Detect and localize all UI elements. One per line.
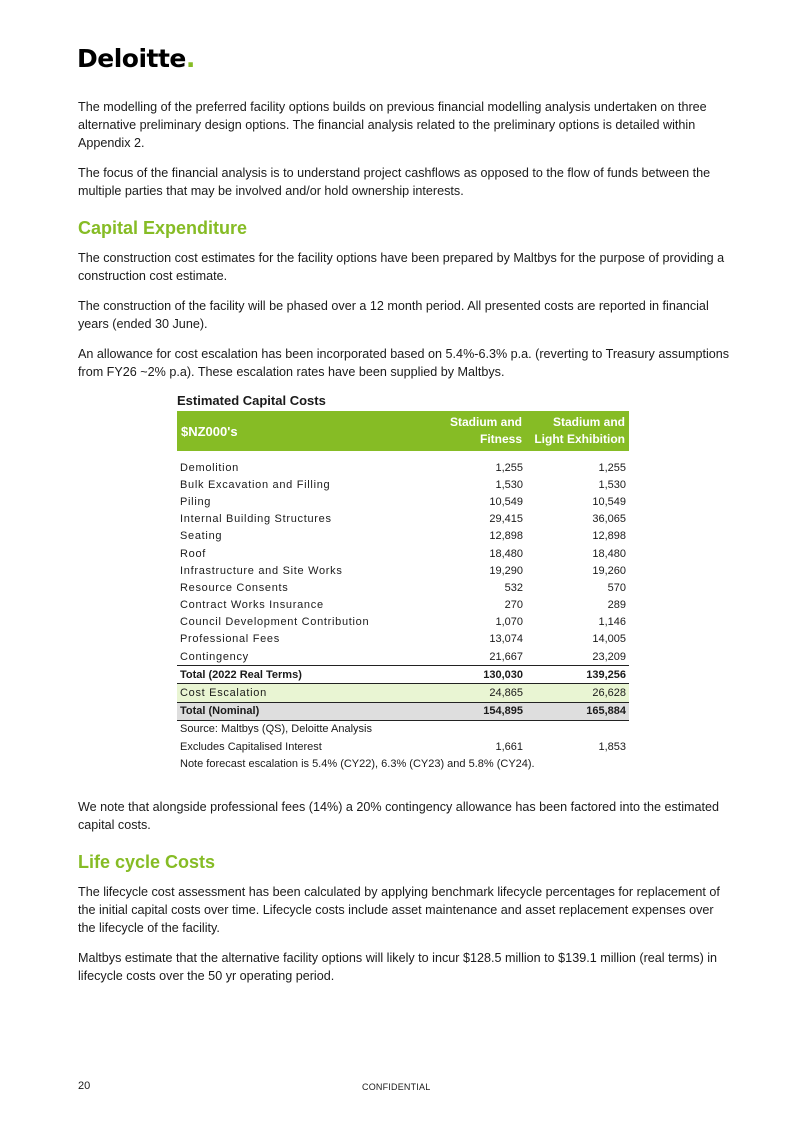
- page-content: [78, 98, 730, 997]
- table-row: [177, 648, 629, 666]
- table-row: [177, 528, 629, 545]
- confidential-label: CONFIDENTIAL: [362, 1082, 431, 1092]
- row-value-1: 532: [504, 581, 523, 594]
- row-label: Total (Nominal): [177, 702, 423, 720]
- table-row: [177, 579, 629, 596]
- row-value-2: 10,549: [592, 495, 626, 508]
- table-row: [177, 493, 629, 510]
- row-label: Bulk Excavation and Filling: [180, 478, 331, 491]
- row-value-1: 21,667: [489, 650, 523, 663]
- row-label: Piling: [180, 495, 212, 508]
- table-note: Note forecast escalation is 5.4% (CY22), 6.3% (CY23) and 5.8% (CY24).: [180, 757, 535, 770]
- logo-dot: .: [185, 44, 195, 73]
- capitalised-interest-row: [177, 738, 629, 755]
- row-value-2: 18,480: [592, 547, 626, 560]
- row-value-1: 18,480: [489, 547, 523, 560]
- row-value-1: 1,255: [495, 461, 523, 474]
- row-value-2: 14,005: [592, 633, 626, 646]
- table-row: [177, 459, 629, 476]
- row-value-1: 13,074: [489, 633, 523, 646]
- row-value-2: 1,255: [598, 461, 626, 474]
- table-row: [177, 597, 629, 614]
- row-value-1: 19,290: [489, 564, 523, 577]
- table-row: [177, 614, 629, 631]
- row-value-1: 1,661: [495, 740, 523, 753]
- row-label: Excludes Capitalised Interest: [180, 740, 322, 753]
- lifecycle-paragraph-1: The lifecycle cost assessment has been calculated by applying benchmark lifecycle percentages for replacement of the initial capital costs over time. Lifecycle costs include asset maintenance and asset replacement expenses over the lifecycle of the facility.: [78, 885, 720, 936]
- row-value-1: 29,415: [489, 513, 523, 526]
- row-value-2: 1,530: [598, 478, 626, 491]
- row-label: Resource Consents: [180, 581, 289, 594]
- row-label: Council Development Contribution: [180, 616, 370, 629]
- row-value-2: 23,209: [592, 650, 626, 663]
- table-row: [177, 476, 629, 493]
- capital-costs-table-block: [177, 393, 629, 772]
- row-value-1: 1,530: [495, 478, 523, 491]
- row-value-2: 19,260: [592, 564, 626, 577]
- row-label: Internal Building Structures: [180, 513, 332, 526]
- capex-paragraph-1: The construction cost estimates for the facility options have been prepared by Maltbys for the purpose of providing a construction cost estimate.: [78, 251, 725, 283]
- row-label: Roof: [180, 547, 207, 560]
- total-nominal-row: [177, 702, 629, 720]
- row-label: Demolition: [180, 461, 239, 474]
- row-value-1: 12,898: [489, 530, 523, 543]
- table-row: [177, 511, 629, 528]
- row-value-1: 130,030: [423, 666, 526, 684]
- row-label: Seating: [180, 530, 223, 543]
- row-value-2: 26,628: [526, 684, 629, 702]
- source-row: [177, 720, 629, 738]
- row-value-1: 270: [504, 599, 523, 612]
- row-value-2: 1,146: [598, 616, 626, 629]
- intro-paragraph-1: The modelling of the preferred facility options builds on previous financial modelling analysis undertaken on three alternative preliminary design options. The financial analysis related to the preliminary options is detailed within Appendix 2.: [78, 100, 707, 150]
- header-currency: $NZ000's: [177, 411, 423, 451]
- row-value-1: 154,895: [423, 702, 526, 720]
- row-value-2: 289: [607, 599, 626, 612]
- row-value-2: 165,884: [526, 702, 629, 720]
- intro-paragraph-2: The focus of the financial analysis is to understand project cashflows as opposed to the flow of funds between the multiple parties that may be involved and/or hold ownership interests.: [78, 166, 711, 198]
- row-value-2: 139,256: [526, 666, 629, 684]
- header-stadium-light-exhibition: Stadium and Light Exhibition: [526, 411, 629, 451]
- lifecycle-paragraph-2: Maltbys estimate that the alternative facility options will likely to incur $128.5 million to $139.1 million (real terms) in lifecycle costs over the 50 yr operating period.: [78, 951, 718, 984]
- row-value-2: 12,898: [592, 530, 626, 543]
- page-number: 20: [78, 1080, 91, 1092]
- table-row: [177, 562, 629, 579]
- total-real-row: [177, 666, 629, 684]
- row-label: Contract Works Insurance: [180, 599, 324, 612]
- row-value-1: 1,070: [495, 616, 523, 629]
- table-row: [177, 631, 629, 648]
- header-stadium-fitness: Stadium and Fitness: [423, 411, 526, 451]
- capital-costs-table: [177, 411, 629, 772]
- deloitte-logo: [77, 44, 195, 73]
- row-value-1: 10,549: [489, 495, 523, 508]
- table-source: Source: Maltbys (QS), Deloitte Analysis: [180, 723, 372, 736]
- row-value-2: 36,065: [592, 513, 626, 526]
- table-title: Estimated Capital Costs: [177, 393, 326, 408]
- row-label: Cost Escalation: [177, 684, 423, 702]
- lifecycle-heading: Life cycle Costs: [78, 852, 216, 873]
- cost-escalation-row: [177, 684, 629, 702]
- logo-text: Deloitte: [77, 44, 186, 73]
- capex-paragraph-2: The construction of the facility will be phased over a 12 month period. All presented costs are reported in financial years (ended 30 June).: [78, 299, 709, 331]
- note-row: [177, 755, 629, 772]
- table-header-row: [177, 411, 629, 451]
- row-label: Contingency: [180, 650, 249, 663]
- row-label: Total (2022 Real Terms): [177, 666, 423, 684]
- capex-heading: Capital Expenditure: [78, 218, 248, 238]
- table-row: [177, 545, 629, 562]
- capex-paragraph-3: An allowance for cost escalation has been incorporated based on 5.4%-6.3% p.a. (reverting to Treasury assumptions from FY26 ~2% p.a). These escalation rates have been supplied by Maltbys.: [78, 347, 730, 379]
- row-label: Infrastructure and Site Works: [180, 564, 343, 577]
- row-value-1: 24,865: [423, 684, 526, 702]
- after-table-paragraph: We note that alongside professional fees (14%) a 20% contingency allowance has been factored into the estimated capital costs.: [78, 800, 720, 833]
- row-value-2: 570: [607, 581, 626, 594]
- row-label: Professional Fees: [180, 633, 280, 646]
- row-value-2: 1,853: [598, 740, 626, 753]
